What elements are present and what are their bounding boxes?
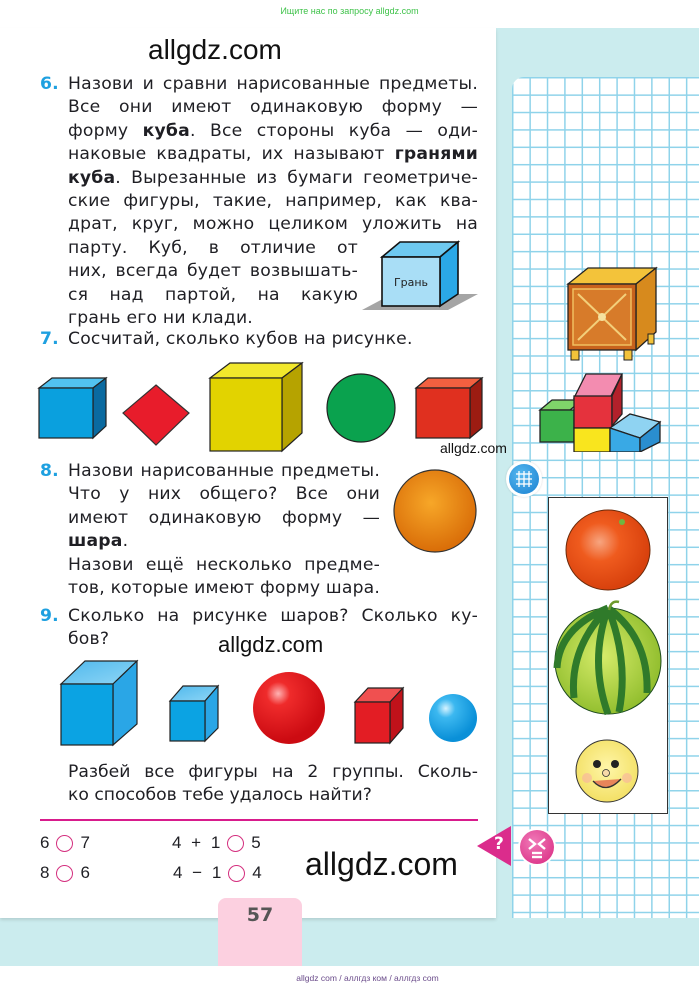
bottom-band <box>0 918 699 966</box>
text-line: Сколько на рисунке шаров? Сколько ку- <box>68 606 478 626</box>
comparison-item: 6 7 <box>40 833 90 852</box>
text-line: грань его ни клади. <box>68 308 253 329</box>
red-cube <box>355 688 403 743</box>
search-note: Ищите нас по запросу allgdz.com <box>280 6 419 16</box>
task-9-followup <box>68 761 478 808</box>
comparison-circle[interactable] <box>56 835 73 852</box>
face-label: Грань <box>393 276 429 289</box>
text-line: Разбей все фигуры на 2 группы. Сколь- <box>68 762 478 782</box>
text-line: куба. Вырезанные из бумаги геометриче- <box>68 167 478 188</box>
red-ball <box>253 672 325 744</box>
text-line: Что у них общего? Все они <box>68 484 380 505</box>
yellow-cube <box>210 363 302 451</box>
task-number: 6. <box>40 74 59 94</box>
orange <box>566 510 650 590</box>
text-line: драт, круг, можно целиком уложить на <box>68 214 478 235</box>
grid-icon <box>509 464 539 494</box>
compare-icon <box>520 830 554 864</box>
blue-cube <box>39 378 106 438</box>
text-line: тов, которые имеют форму шара. <box>68 578 381 599</box>
green-circle <box>327 374 395 442</box>
watermark: allgdz.com <box>148 34 282 65</box>
comparison-item: 4 + 1 5 <box>172 833 261 852</box>
grid-icon-badge[interactable] <box>506 461 542 497</box>
watermelon <box>555 602 661 714</box>
text-line: ся над партой, на какую <box>68 284 358 305</box>
term-cube: куба <box>68 167 116 188</box>
section-divider <box>40 819 478 821</box>
watermark: allgdz.com <box>440 440 507 456</box>
red-square <box>123 385 189 445</box>
text-line: Назови ещё несколько предме- <box>68 554 380 575</box>
footer-links: allgdz com / аллгдз ком / аллгдз com <box>296 973 439 983</box>
text-line: Все они имеют одинаковую форму — <box>68 97 478 118</box>
text-line: ко способов тебе удалось найти? <box>68 785 372 806</box>
page-number: 57 <box>218 898 302 966</box>
red-cube <box>416 378 482 438</box>
term-faces: гранями <box>394 144 478 165</box>
text-line: Назови и сравни нарисованные предметы. <box>68 74 478 94</box>
large-blue-cube <box>61 661 137 745</box>
text-line: Сосчитай, сколько кубов на рисунке. <box>68 329 413 349</box>
task-7-figures <box>36 358 496 453</box>
kolobok <box>576 740 638 802</box>
text-line: парту. Куб, в отличие от <box>68 237 358 258</box>
term-cube: куба <box>142 120 190 141</box>
text-line: Назови нарисованные предметы. <box>68 461 380 481</box>
task-number: 8. <box>40 461 59 481</box>
text-line: них, всегда будет возвышать- <box>68 261 358 282</box>
blue-ball <box>429 694 477 742</box>
small-blue-cube <box>170 686 218 741</box>
round-objects-illustrations <box>549 498 667 812</box>
comparison-item: 4 − 1 4 <box>173 863 262 882</box>
text-line: наковые квадраты, их называют гранями <box>68 144 478 165</box>
comparison-item: 8 6 <box>40 863 90 882</box>
text-line: бов? <box>68 629 110 650</box>
round-objects-box <box>548 497 668 814</box>
text-line: шара. <box>68 531 129 552</box>
comparison-circle[interactable] <box>56 865 73 882</box>
task-9-figures <box>58 656 483 751</box>
ornate-chest-cube <box>566 264 658 364</box>
task-number: 9. <box>40 606 59 626</box>
face-cube-illustration <box>360 238 480 313</box>
watermark: allgdz.com <box>218 632 324 657</box>
text-line: ские фигуры, такие, например, как ква- <box>68 191 478 212</box>
comparison-circle[interactable] <box>228 865 245 882</box>
text-line: имеют одинаковую форму — <box>68 507 380 528</box>
toy-blocks <box>538 370 663 452</box>
task-number: 7. <box>40 329 59 349</box>
compare-badge[interactable] <box>518 828 556 866</box>
comparison-circle[interactable] <box>227 835 244 852</box>
question-mark-icon: ? <box>494 834 504 854</box>
watermark: allgdz.com <box>305 846 458 882</box>
text-line: форму куба. Все стороны куба — оди- <box>68 120 479 141</box>
term-ball: шара <box>68 531 123 552</box>
orange-ball <box>392 468 482 558</box>
